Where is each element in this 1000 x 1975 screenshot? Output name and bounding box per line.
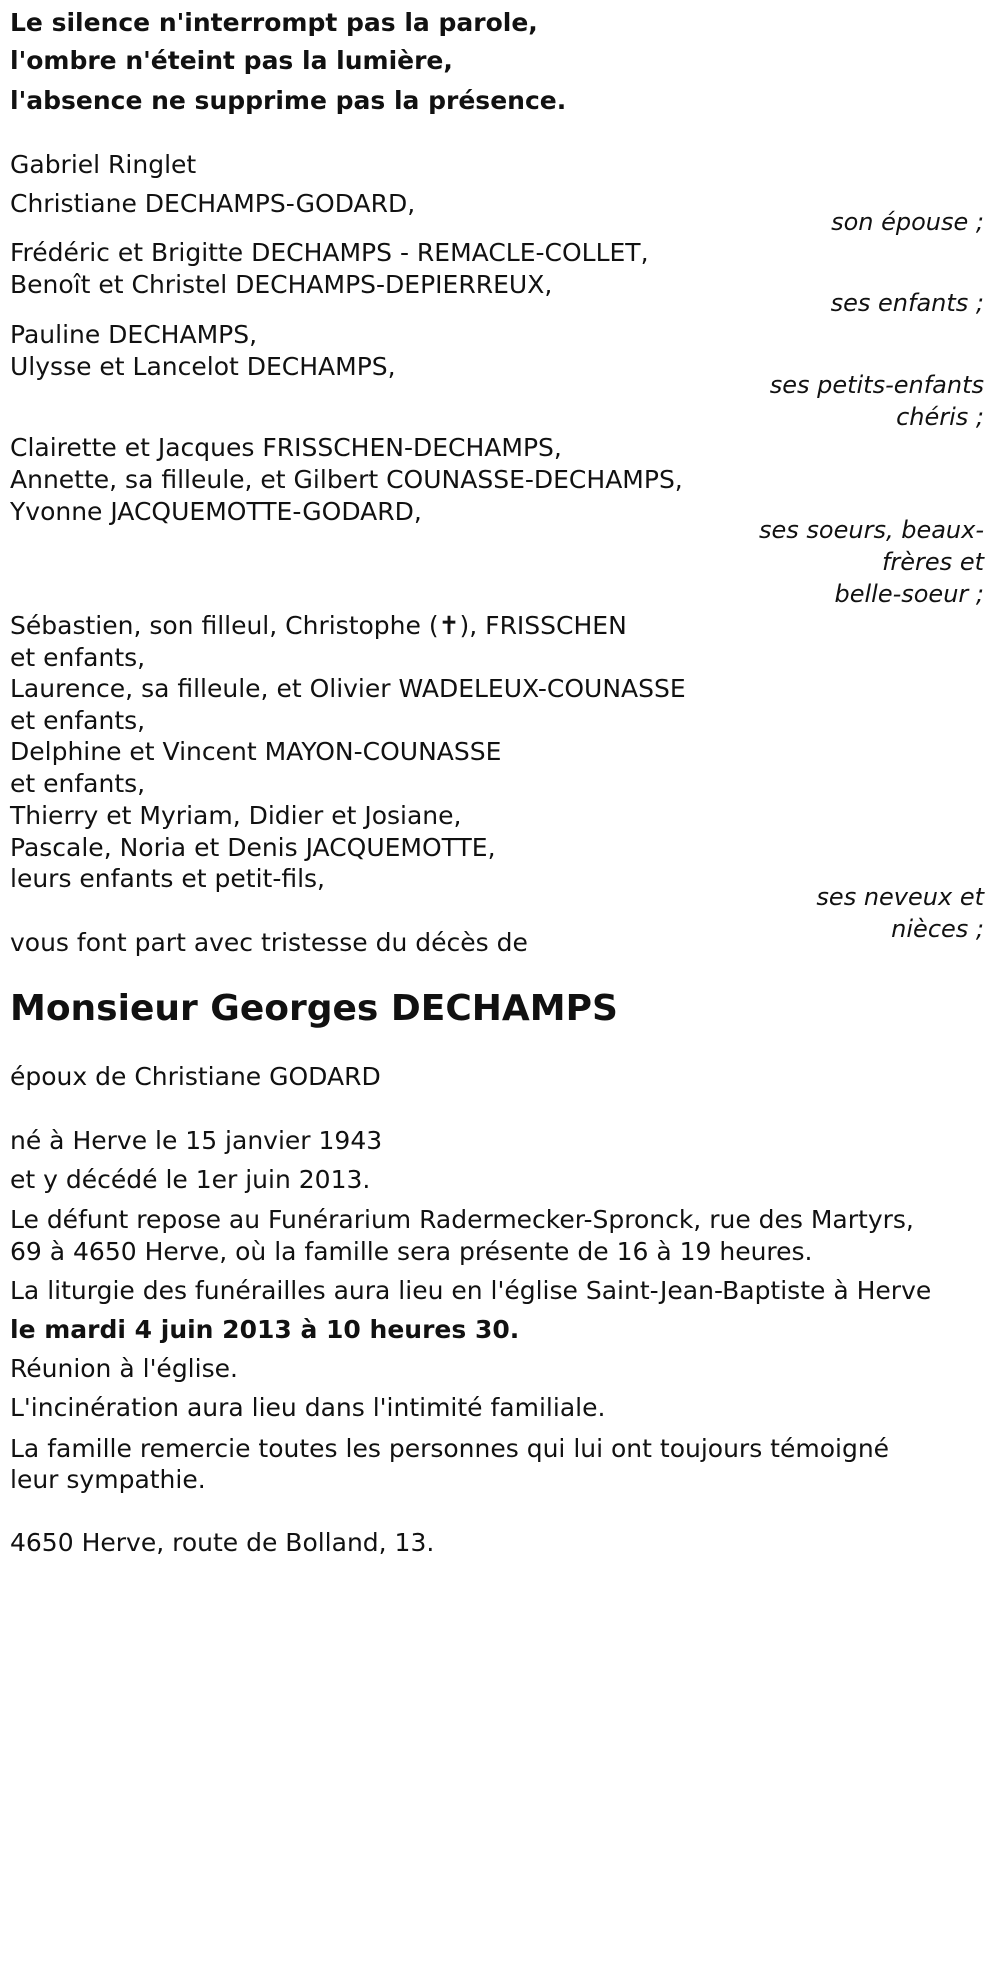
family-role: ses petits-enfants xyxy=(769,371,984,399)
thanks-line-2: leur sympathie. xyxy=(10,1465,206,1494)
death-line: et y décédé le 1er juin 2013. xyxy=(10,1165,371,1194)
family-role: nièces ; xyxy=(891,915,984,943)
family-line: leurs enfants et petit-fils, xyxy=(10,864,326,893)
deceased-name: Monsieur Georges DECHAMPS xyxy=(10,988,618,1029)
epigraph-author: Gabriel Ringlet xyxy=(10,150,197,179)
ceremony-date: le mardi 4 juin 2013 à 10 heures 30. xyxy=(10,1315,520,1344)
family-line: Yvonne JACQUEMOTTE-GODARD, xyxy=(10,497,422,526)
cremation-line: L'incinération aura lieu dans l'intimité familiale. xyxy=(10,1393,606,1422)
repose-line-2: 69 à 4650 Herve, où la famille sera présente de 16 à 19 heures. xyxy=(10,1237,813,1266)
family-line: et enfants, xyxy=(10,643,146,672)
deceased-spouse: époux de Christiane GODARD xyxy=(10,1062,381,1091)
address-line: 4650 Herve, route de Bolland, 13. xyxy=(10,1528,435,1557)
announcement: vous font part avec tristesse du décès de xyxy=(10,928,528,957)
family-line: Christiane DECHAMPS-GODARD, xyxy=(10,189,416,218)
family-role: belle-soeur ; xyxy=(834,580,984,608)
family-role: frères et xyxy=(881,548,984,576)
family-line: Delphine et Vincent MAYON-COUNASSE xyxy=(10,737,502,766)
family-role: chéris ; xyxy=(896,403,984,431)
family-role: son épouse ; xyxy=(831,208,984,236)
family-role: ses enfants ; xyxy=(830,289,984,317)
liturgy-line: La liturgie des funérailles aura lieu en l'église Saint-Jean-Baptiste à Herve xyxy=(10,1276,932,1305)
epigraph-line-1: Le silence n'interrompt pas la parole, xyxy=(10,8,538,37)
family-line: Frédéric et Brigitte DECHAMPS - REMACLE-COLLET, xyxy=(10,238,649,267)
repose-line-1: Le défunt repose au Funérarium Radermecker-Spronck, rue des Martyrs, xyxy=(10,1205,914,1234)
family-line: et enfants, xyxy=(10,769,146,798)
family-line: Benoît et Christel DECHAMPS-DEPIERREUX, xyxy=(10,270,553,299)
meeting-line: Réunion à l'église. xyxy=(10,1354,238,1383)
family-line: Sébastien, son filleul, Christophe (✝), FRISSCHEN xyxy=(10,611,627,640)
epigraph-line-2: l'ombre n'éteint pas la lumière, xyxy=(10,46,453,75)
family-line: Laurence, sa filleule, et Olivier WADELEUX-COUNASSE xyxy=(10,674,686,703)
family-line: Clairette et Jacques FRISSCHEN-DECHAMPS, xyxy=(10,433,562,462)
family-role: ses soeurs, beaux- xyxy=(759,516,984,544)
epigraph-line-3: l'absence ne supprime pas la présence. xyxy=(10,86,567,115)
family-line: Thierry et Myriam, Didier et Josiane, xyxy=(10,801,462,830)
family-line: Annette, sa filleule, et Gilbert COUNASSE-DECHAMPS, xyxy=(10,465,683,494)
family-line: Ulysse et Lancelot DECHAMPS, xyxy=(10,352,396,381)
family-line: Pauline DECHAMPS, xyxy=(10,320,258,349)
birth-line: né à Herve le 15 janvier 1943 xyxy=(10,1126,383,1155)
family-line: Pascale, Noria et Denis JACQUEMOTTE, xyxy=(10,833,496,862)
thanks-line-1: La famille remercie toutes les personnes qui lui ont toujours témoigné xyxy=(10,1434,890,1463)
family-line: et enfants, xyxy=(10,706,146,735)
family-role: ses neveux et xyxy=(816,883,984,911)
